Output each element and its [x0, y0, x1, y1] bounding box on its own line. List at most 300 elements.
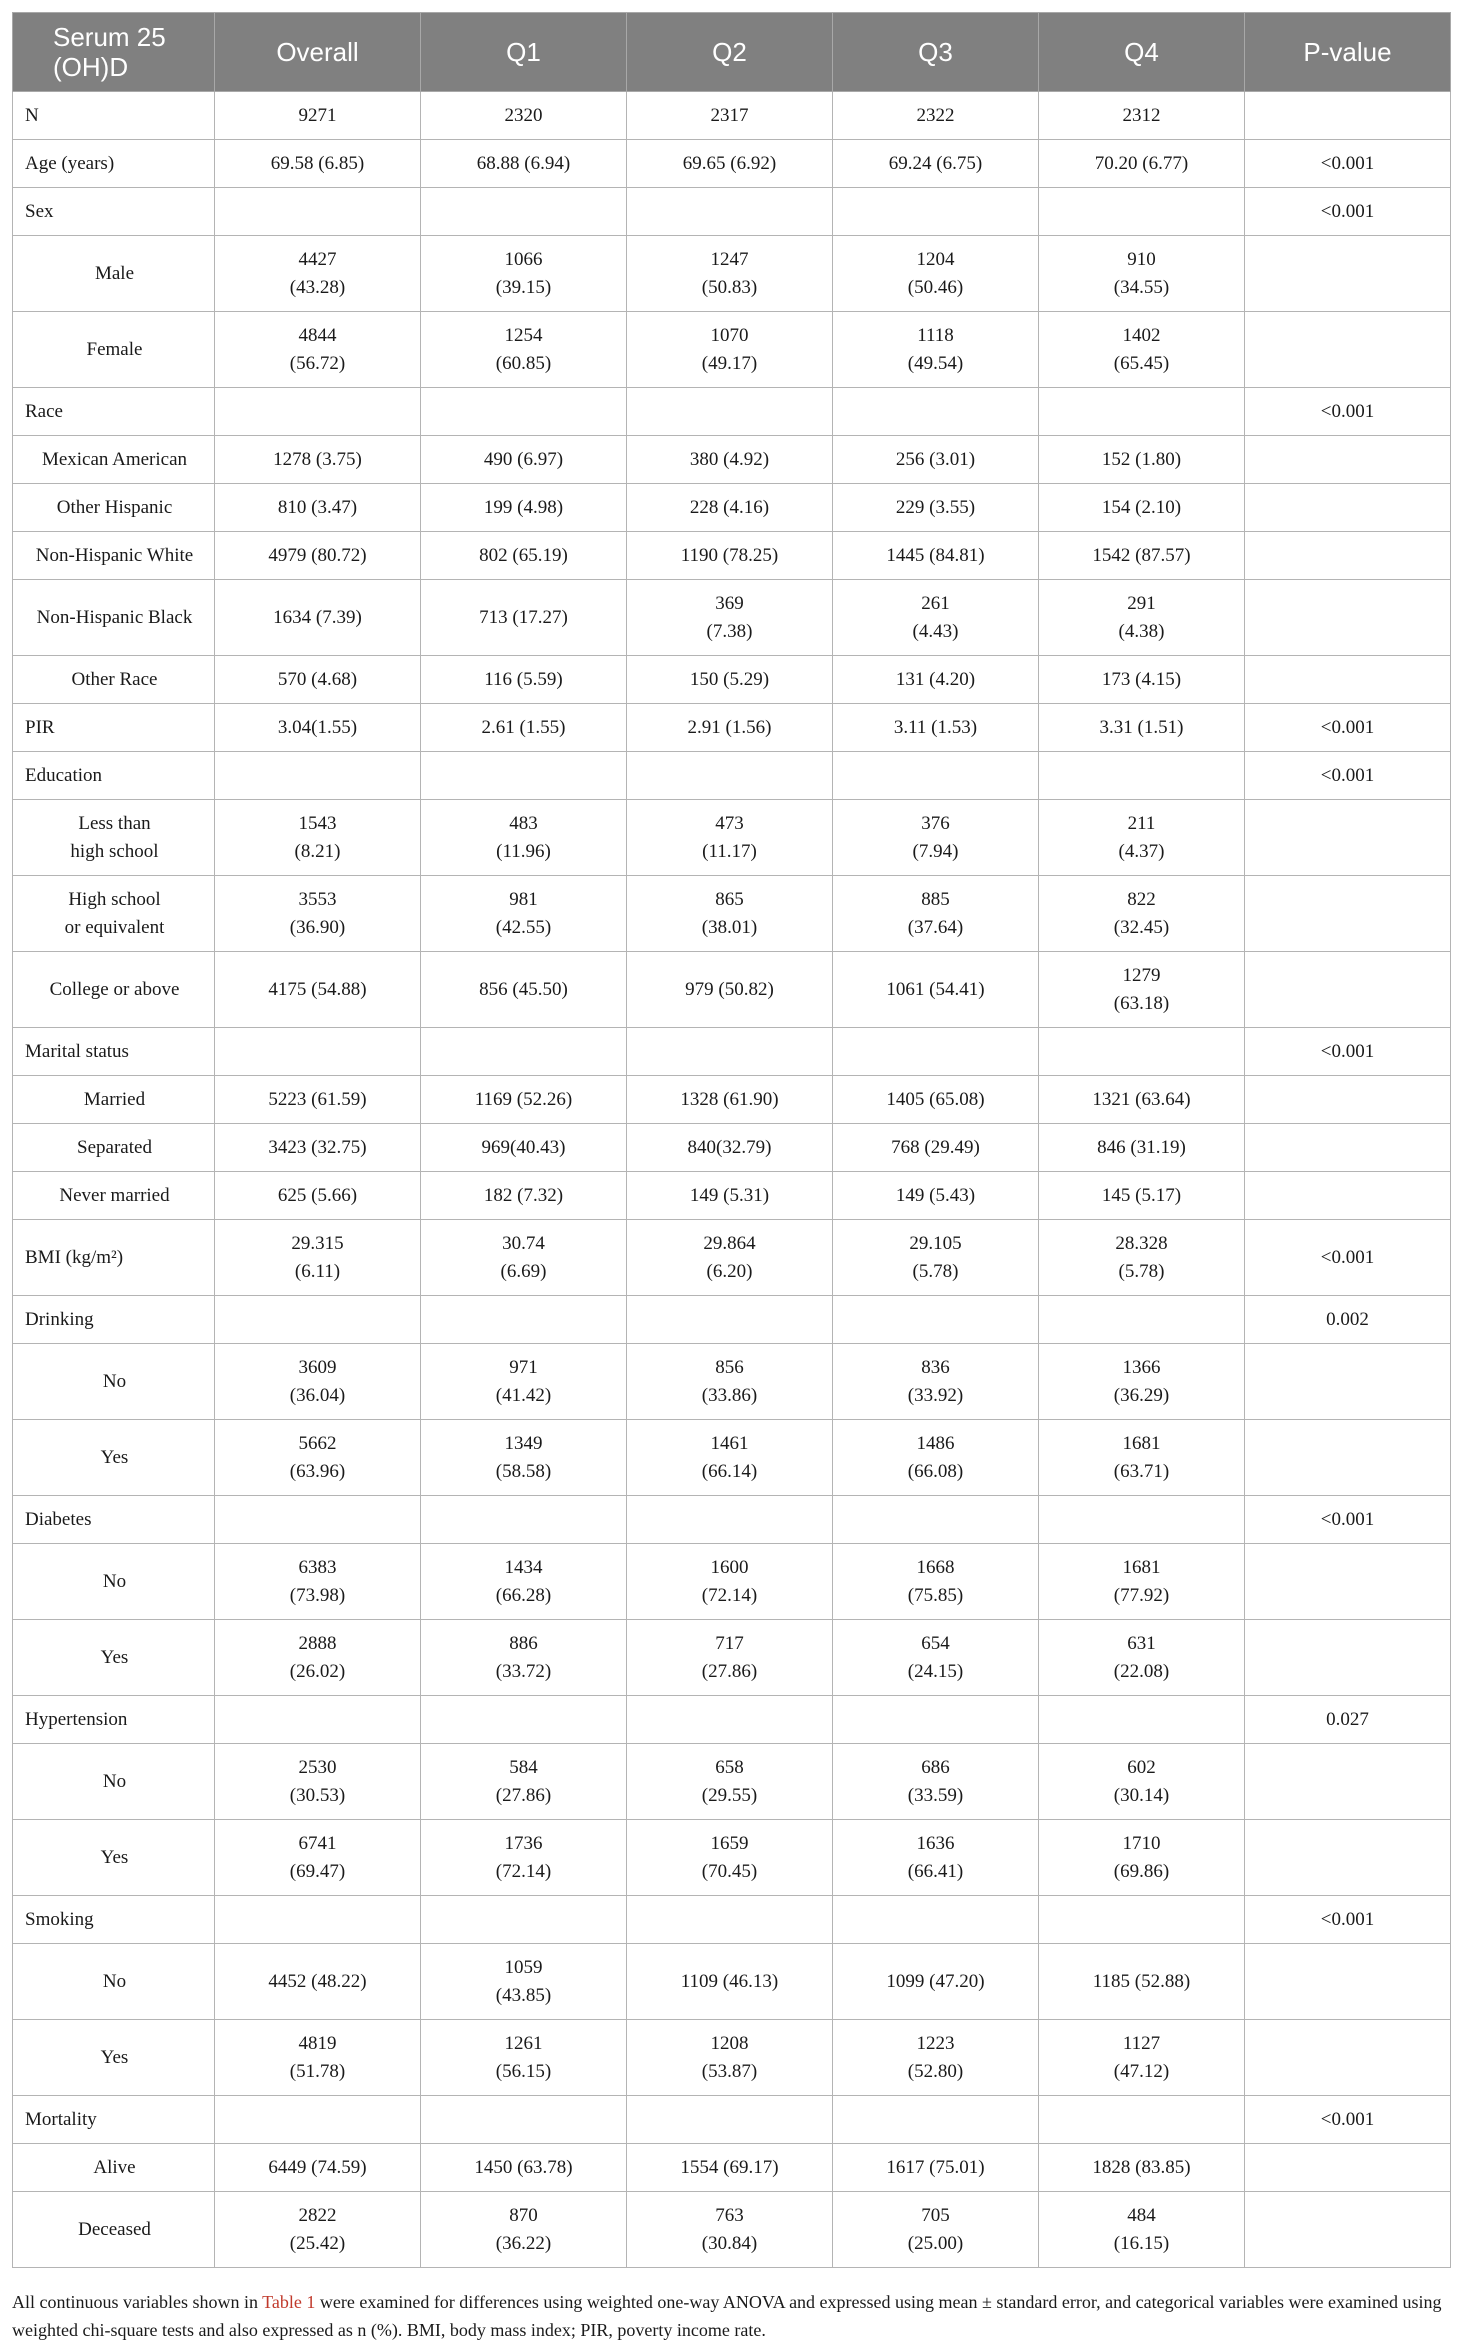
table-row	[13, 2096, 1451, 2144]
cell-variable	[13, 188, 215, 236]
cell-text: 969(40.43)	[481, 1136, 566, 1158]
cell-q1	[421, 236, 627, 312]
header-cell-overall	[215, 13, 421, 92]
cell-text: 1061 (54.41)	[886, 978, 985, 1000]
cell-variable	[13, 1296, 215, 1344]
cell-p-value	[1245, 1544, 1451, 1620]
header-cell-q3	[833, 13, 1039, 92]
cell-text: 1668 (75.85)	[907, 1556, 964, 1606]
cell-text: Sex	[25, 200, 54, 222]
cell-text: 1543 (8.21)	[294, 812, 341, 862]
cell-text: 1109 (46.13)	[680, 1970, 779, 1992]
cell-variable	[13, 752, 215, 800]
cell-text: 5662 (63.96)	[289, 1432, 346, 1482]
cell-q3	[833, 656, 1039, 704]
cell-text: Race	[25, 400, 63, 422]
cell-overall	[215, 1420, 421, 1496]
cell-overall	[215, 1820, 421, 1896]
cell-q4	[1039, 484, 1245, 532]
cell-q1	[421, 2020, 627, 2096]
cell-q3	[833, 436, 1039, 484]
cell-text: 1190 (78.25)	[680, 544, 779, 566]
cell-q2	[627, 1420, 833, 1496]
cell-q2	[627, 2020, 833, 2096]
cell-overall	[215, 800, 421, 876]
cell-text: 173 (4.15)	[1101, 668, 1182, 690]
table-row	[13, 1076, 1451, 1124]
cell-q3	[833, 1896, 1039, 1944]
cell-q3	[833, 2096, 1039, 2144]
cell-text: <0.001	[1320, 764, 1375, 786]
cell-text: Diabetes	[25, 1508, 92, 1530]
cell-q1	[421, 1744, 627, 1820]
cell-q4	[1039, 1344, 1245, 1420]
cell-p-value	[1245, 1620, 1451, 1696]
cell-q1	[421, 2144, 627, 2192]
cell-q4	[1039, 92, 1245, 140]
cell-p-value	[1245, 2020, 1451, 2096]
cell-q4	[1039, 1544, 1245, 1620]
cell-text: Alive	[93, 2156, 136, 2178]
cell-text: 6741 (69.47)	[289, 1832, 346, 1882]
cell-q4	[1039, 580, 1245, 656]
cell-q4	[1039, 1696, 1245, 1744]
cell-q3	[833, 1028, 1039, 1076]
table-row	[13, 1696, 1451, 1744]
cell-q3	[833, 952, 1039, 1028]
cell-q2	[627, 1496, 833, 1544]
cell-q4	[1039, 188, 1245, 236]
table-body	[13, 92, 1451, 2268]
cell-text: 5223 (61.59)	[268, 1088, 367, 1110]
cell-q1	[421, 704, 627, 752]
table-row	[13, 1496, 1451, 1544]
cell-text: Separated	[77, 1136, 152, 1158]
cell-text: Female	[86, 338, 143, 360]
cell-text: 3609 (36.04)	[289, 1356, 346, 1406]
cell-q1	[421, 92, 627, 140]
cell-variable	[13, 580, 215, 656]
cell-text: 2317	[710, 104, 749, 126]
cell-variable	[13, 1076, 215, 1124]
table-row	[13, 484, 1451, 532]
cell-q3	[833, 2144, 1039, 2192]
table-row	[13, 1944, 1451, 2020]
header-label: Overall	[276, 37, 359, 67]
cell-q3	[833, 1496, 1039, 1544]
cell-q2	[627, 1820, 833, 1896]
cell-p-value	[1245, 800, 1451, 876]
cell-text: Married	[83, 1088, 146, 1110]
cell-q3	[833, 1420, 1039, 1496]
cell-q3	[833, 2192, 1039, 2268]
cell-text: 2888 (26.02)	[289, 1632, 346, 1682]
table-row	[13, 436, 1451, 484]
table-reference-link[interactable]: Table 1	[262, 2292, 316, 2312]
cell-q4	[1039, 1744, 1245, 1820]
header-cell-p-value	[1245, 13, 1451, 92]
cell-text: 2822 (25.42)	[289, 2204, 346, 2254]
cell-variable	[13, 436, 215, 484]
cell-text: Marital status	[25, 1040, 129, 1062]
cell-q4	[1039, 236, 1245, 312]
cell-q2	[627, 752, 833, 800]
cell-q3	[833, 800, 1039, 876]
header-cell-q4	[1039, 13, 1245, 92]
cell-text: <0.001	[1320, 152, 1375, 174]
cell-q2	[627, 188, 833, 236]
cell-q2	[627, 1344, 833, 1420]
cell-text: No	[102, 1570, 127, 1592]
header-label: Q2	[712, 37, 747, 67]
cell-text: 865 (38.01)	[701, 888, 758, 938]
cell-text: 1445 (84.81)	[886, 544, 985, 566]
cell-text: 1600 (72.14)	[701, 1556, 758, 1606]
cell-text: 376 (7.94)	[912, 812, 959, 862]
cell-overall	[215, 140, 421, 188]
cell-p-value	[1245, 704, 1451, 752]
cell-text: 1634 (7.39)	[273, 606, 362, 628]
cell-q2	[627, 1896, 833, 1944]
cell-text: 69.24 (6.75)	[888, 152, 983, 174]
header-label: Q4	[1124, 37, 1159, 67]
cell-q4	[1039, 2020, 1245, 2096]
cell-text: No	[102, 1770, 127, 1792]
cell-p-value	[1245, 1820, 1451, 1896]
cell-text: 836 (33.92)	[907, 1356, 964, 1406]
cell-overall	[215, 876, 421, 952]
cell-text: Non-Hispanic Black	[36, 606, 193, 628]
cell-text: BMI (kg/m²)	[25, 1246, 124, 1268]
cell-text: Mortality	[25, 2108, 97, 2130]
table-header	[13, 13, 1451, 92]
cell-text: 1328 (61.90)	[680, 1088, 779, 1110]
cell-text: 1247 (50.83)	[701, 248, 758, 298]
cell-q4	[1039, 1420, 1245, 1496]
cell-p-value	[1245, 952, 1451, 1028]
cell-variable	[13, 92, 215, 140]
cell-p-value	[1245, 1896, 1451, 1944]
cell-q3	[833, 484, 1039, 532]
cell-text: 1070 (49.17)	[701, 324, 758, 374]
cell-text: Less than high school	[70, 812, 159, 862]
cell-q4	[1039, 876, 1245, 952]
cell-variable	[13, 1420, 215, 1496]
cell-text: 149 (5.31)	[689, 1184, 770, 1206]
table-row	[13, 1620, 1451, 1696]
cell-text: <0.001	[1320, 1246, 1375, 1268]
cell-text: Yes	[100, 1646, 129, 1668]
cell-variable	[13, 1696, 215, 1744]
cell-q2	[627, 1744, 833, 1820]
cell-q2	[627, 140, 833, 188]
cell-overall	[215, 92, 421, 140]
cell-text: Non-Hispanic White	[35, 544, 194, 566]
cell-q2	[627, 236, 833, 312]
footnote-text-before: All continuous variables shown in	[12, 2292, 263, 2312]
cell-text: 9271	[298, 104, 337, 126]
cell-q4	[1039, 1620, 1245, 1696]
cell-text: 1710 (69.86)	[1113, 1832, 1170, 1882]
cell-q4	[1039, 388, 1245, 436]
baseline-characteristics-table	[12, 12, 1451, 2268]
cell-q3	[833, 140, 1039, 188]
cell-variable	[13, 1544, 215, 1620]
cell-q1	[421, 1172, 627, 1220]
cell-q4	[1039, 1820, 1245, 1896]
cell-q2	[627, 436, 833, 484]
header-label: Serum 25 (OH)D	[53, 22, 166, 82]
cell-q3	[833, 1296, 1039, 1344]
cell-q3	[833, 532, 1039, 580]
cell-text: Never married	[59, 1184, 170, 1206]
cell-text: 1461 (66.14)	[701, 1432, 758, 1482]
cell-text: Deceased	[78, 2218, 151, 2240]
table-row	[13, 952, 1451, 1028]
cell-variable	[13, 388, 215, 436]
table-row	[13, 704, 1451, 752]
cell-q1	[421, 140, 627, 188]
cell-overall	[215, 532, 421, 580]
cell-text: 261 (4.43)	[912, 592, 959, 642]
cell-overall	[215, 312, 421, 388]
cell-variable	[13, 1944, 215, 2020]
cell-q1	[421, 952, 627, 1028]
table-row	[13, 1220, 1451, 1296]
cell-variable	[13, 704, 215, 752]
cell-text: PIR	[25, 716, 55, 738]
table-row	[13, 1344, 1451, 1420]
cell-q4	[1039, 800, 1245, 876]
cell-variable	[13, 1620, 215, 1696]
cell-variable	[13, 140, 215, 188]
cell-variable	[13, 2144, 215, 2192]
cell-text: 1278 (3.75)	[273, 448, 362, 470]
cell-p-value	[1245, 388, 1451, 436]
cell-q3	[833, 1620, 1039, 1696]
cell-overall	[215, 236, 421, 312]
cell-overall	[215, 2192, 421, 2268]
cell-text: 70.20 (6.77)	[1094, 152, 1189, 174]
cell-text: 1681 (63.71)	[1113, 1432, 1170, 1482]
cell-p-value	[1245, 1076, 1451, 1124]
table-row	[13, 388, 1451, 436]
table-row	[13, 1124, 1451, 1172]
cell-text: 1099 (47.20)	[886, 1970, 985, 1992]
cell-q4	[1039, 1944, 1245, 2020]
cell-overall	[215, 1896, 421, 1944]
cell-text: Yes	[100, 2046, 129, 2068]
cell-q1	[421, 1076, 627, 1124]
cell-variable	[13, 1820, 215, 1896]
cell-q1	[421, 1896, 627, 1944]
cell-p-value	[1245, 484, 1451, 532]
cell-overall	[215, 1172, 421, 1220]
cell-q1	[421, 1944, 627, 2020]
cell-overall	[215, 2020, 421, 2096]
cell-text: 1486 (66.08)	[907, 1432, 964, 1482]
cell-text: College or above	[49, 978, 180, 1000]
cell-q4	[1039, 2144, 1245, 2192]
cell-text: 228 (4.16)	[689, 496, 770, 518]
cell-q4	[1039, 2192, 1245, 2268]
cell-text: 229 (3.55)	[895, 496, 976, 518]
cell-q2	[627, 2192, 833, 2268]
cell-text: 2322	[916, 104, 955, 126]
cell-variable	[13, 2096, 215, 2144]
cell-q1	[421, 312, 627, 388]
cell-text: 150 (5.29)	[689, 668, 770, 690]
cell-p-value	[1245, 1124, 1451, 1172]
cell-q3	[833, 1124, 1039, 1172]
cell-text: <0.001	[1320, 400, 1375, 422]
cell-text: 822 (32.45)	[1113, 888, 1170, 938]
cell-text: 131 (4.20)	[895, 668, 976, 690]
cell-text: 29.315 (6.11)	[291, 1232, 344, 1282]
cell-variable	[13, 2192, 215, 2268]
cell-p-value	[1245, 656, 1451, 704]
cell-q2	[627, 1076, 833, 1124]
cell-p-value	[1245, 188, 1451, 236]
table-row	[13, 1028, 1451, 1076]
cell-q1	[421, 1344, 627, 1420]
cell-text: 4819 (51.78)	[289, 2032, 346, 2082]
cell-p-value	[1245, 532, 1451, 580]
cell-q2	[627, 1028, 833, 1076]
cell-text: Hypertension	[25, 1708, 128, 1730]
cell-text: 4427 (43.28)	[289, 248, 346, 298]
table-row	[13, 2192, 1451, 2268]
cell-q4	[1039, 1172, 1245, 1220]
cell-overall	[215, 484, 421, 532]
cell-p-value	[1245, 752, 1451, 800]
cell-text: 602 (30.14)	[1113, 1756, 1170, 1806]
header-label: Q1	[506, 37, 541, 67]
cell-q1	[421, 752, 627, 800]
cell-overall	[215, 1696, 421, 1744]
cell-text: 971 (41.42)	[495, 1356, 552, 1406]
cell-q2	[627, 876, 833, 952]
cell-overall	[215, 952, 421, 1028]
cell-q2	[627, 580, 833, 656]
table-row	[13, 532, 1451, 580]
cell-q2	[627, 1544, 833, 1620]
cell-text: No	[102, 1370, 127, 1392]
cell-overall	[215, 1944, 421, 2020]
cell-overall	[215, 1076, 421, 1124]
cell-overall	[215, 436, 421, 484]
cell-q1	[421, 436, 627, 484]
cell-q3	[833, 1820, 1039, 1896]
cell-text: 1405 (65.08)	[886, 1088, 985, 1110]
cell-p-value	[1245, 92, 1451, 140]
cell-q1	[421, 1696, 627, 1744]
cell-text: 810 (3.47)	[277, 496, 358, 518]
cell-text: 1659 (70.45)	[701, 1832, 758, 1882]
cell-variable	[13, 532, 215, 580]
cell-q3	[833, 388, 1039, 436]
cell-overall	[215, 388, 421, 436]
cell-p-value	[1245, 876, 1451, 952]
table-row	[13, 2144, 1451, 2192]
table-row	[13, 876, 1451, 952]
cell-variable	[13, 1124, 215, 1172]
cell-text: 1185 (52.88)	[1092, 1970, 1191, 1992]
cell-q2	[627, 952, 833, 1028]
cell-text: 1366 (36.29)	[1113, 1356, 1170, 1406]
cell-p-value	[1245, 1220, 1451, 1296]
table-row	[13, 1896, 1451, 1944]
cell-overall	[215, 1220, 421, 1296]
cell-text: 3553 (36.90)	[289, 888, 346, 938]
cell-overall	[215, 752, 421, 800]
cell-q1	[421, 1028, 627, 1076]
cell-q4	[1039, 1896, 1245, 1944]
cell-q3	[833, 752, 1039, 800]
table-row	[13, 580, 1451, 656]
cell-text: 768 (29.49)	[891, 1136, 980, 1158]
cell-q2	[627, 1124, 833, 1172]
cell-q1	[421, 2096, 627, 2144]
cell-text: 484 (16.15)	[1113, 2204, 1170, 2254]
cell-variable	[13, 1028, 215, 1076]
cell-text: 256 (3.01)	[895, 448, 976, 470]
cell-text: <0.001	[1320, 1508, 1375, 1530]
cell-text: 483 (11.96)	[496, 812, 551, 862]
cell-overall	[215, 1296, 421, 1344]
cell-overall	[215, 1744, 421, 1820]
cell-text: 856 (33.86)	[701, 1356, 758, 1406]
cell-text: 0.027	[1326, 1708, 1369, 1730]
cell-text: Yes	[100, 1846, 129, 1868]
cell-text: 28.328 (5.78)	[1115, 1232, 1168, 1282]
cell-text: 2312	[1122, 104, 1161, 126]
cell-text: <0.001	[1320, 716, 1375, 738]
cell-text: 979 (50.82)	[685, 978, 774, 1000]
cell-q4	[1039, 1220, 1245, 1296]
cell-text: 1066 (39.15)	[495, 248, 552, 298]
cell-text: 625 (5.66)	[277, 1184, 358, 1206]
cell-q3	[833, 1944, 1039, 2020]
cell-text: Drinking	[25, 1308, 94, 1330]
table-row	[13, 236, 1451, 312]
cell-q2	[627, 1620, 833, 1696]
cell-text: 856 (45.50)	[479, 978, 568, 1000]
cell-p-value	[1245, 1744, 1451, 1820]
cell-q1	[421, 2192, 627, 2268]
cell-text: 4979 (80.72)	[268, 544, 367, 566]
table-row	[13, 1296, 1451, 1344]
cell-text: 145 (5.17)	[1101, 1184, 1182, 1206]
cell-text: 473 (11.17)	[702, 812, 757, 862]
cell-text: 68.88 (6.94)	[476, 152, 571, 174]
cell-text: 763 (30.84)	[701, 2204, 758, 2254]
cell-variable	[13, 952, 215, 1028]
cell-text: 182 (7.32)	[483, 1184, 564, 1206]
cell-q1	[421, 800, 627, 876]
cell-overall	[215, 1028, 421, 1076]
header-label: Q3	[918, 37, 953, 67]
cell-q3	[833, 1344, 1039, 1420]
cell-overall	[215, 2144, 421, 2192]
cell-text: 1127 (47.12)	[1113, 2032, 1170, 2082]
cell-q4	[1039, 532, 1245, 580]
table-row	[13, 1172, 1451, 1220]
table-row	[13, 1744, 1451, 1820]
cell-text: 1736 (72.14)	[495, 1832, 552, 1882]
cell-q2	[627, 532, 833, 580]
cell-q3	[833, 236, 1039, 312]
